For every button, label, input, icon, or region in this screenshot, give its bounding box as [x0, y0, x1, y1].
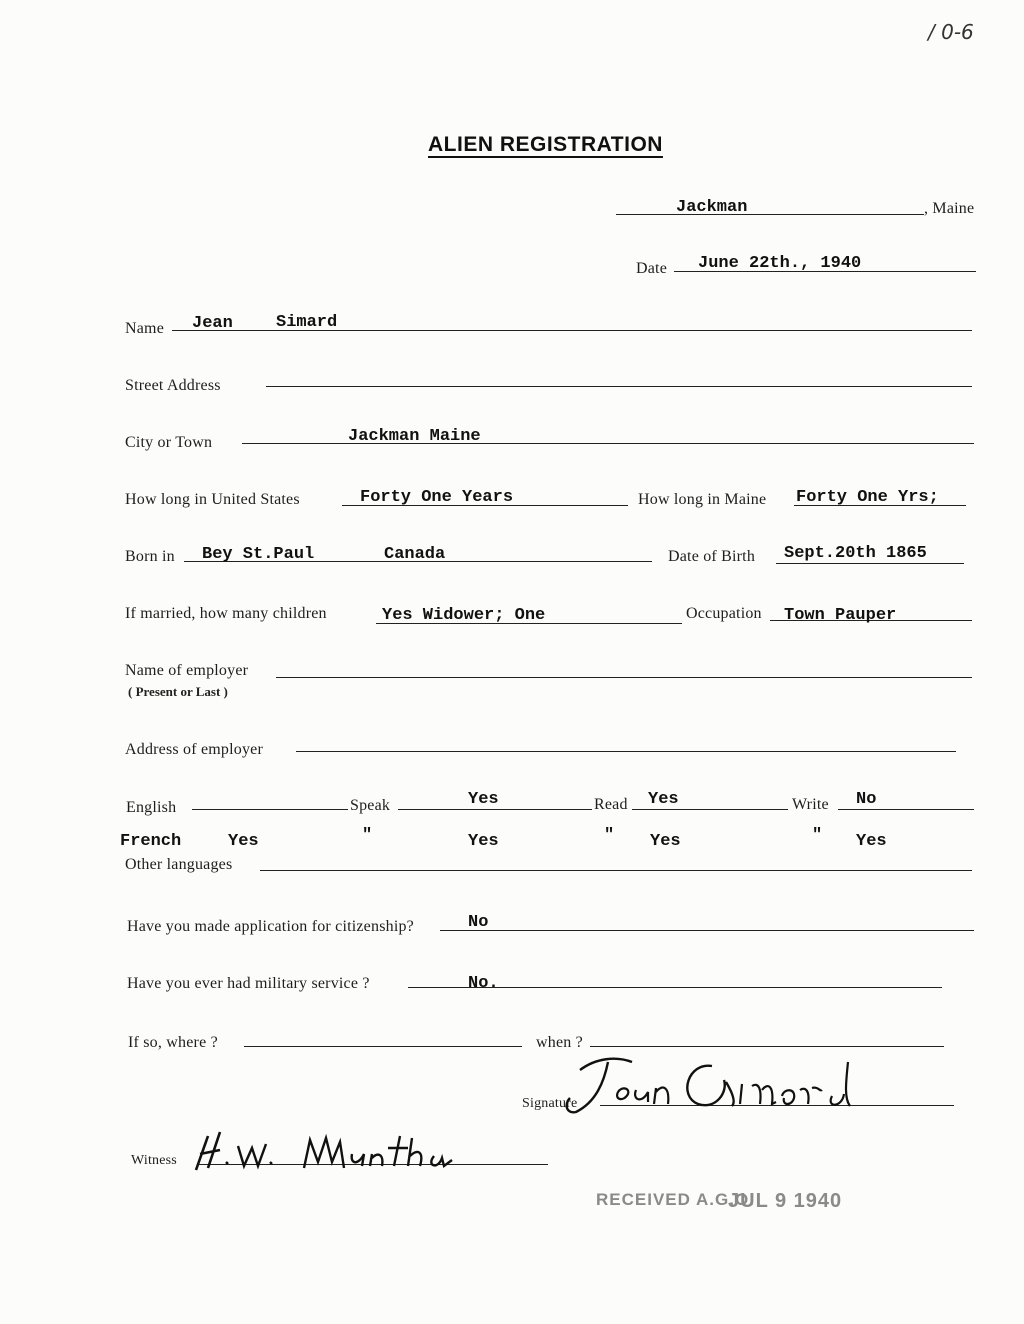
street-line: [266, 386, 972, 387]
birth-date-label: Date of Birth: [668, 548, 756, 565]
military-value: No.: [468, 974, 499, 993]
place-state: , Maine: [924, 200, 975, 217]
speak-label: Speak: [350, 797, 391, 814]
received-stamp: RECEIVED A.G.O.: [596, 1190, 755, 1209]
english-speak-value: Yes: [468, 790, 499, 809]
ditto-read: ": [604, 826, 615, 845]
ditto-write: ": [812, 826, 823, 845]
date-label: Date: [636, 260, 668, 277]
employer-address-line: [296, 751, 956, 752]
place-line: [616, 214, 924, 215]
other-languages-line: [260, 870, 972, 871]
military-label: Have you ever had military service ?: [127, 975, 370, 992]
read-line: [632, 809, 788, 810]
write-line: [838, 809, 974, 810]
french-label: French: [120, 832, 182, 851]
citizenship-label: Have you made application for citizenship?: [127, 918, 414, 935]
when-line: [590, 1046, 944, 1047]
us-duration-label: How long in United States: [125, 491, 300, 508]
witness-handwriting: [186, 1118, 506, 1178]
other-languages-label: Other languages: [125, 856, 233, 873]
english-write-value: No: [856, 790, 877, 809]
french-value: Yes: [228, 832, 259, 851]
born-place: Bey St.Paul: [202, 545, 315, 564]
where-line: [244, 1046, 522, 1047]
name-label: Name: [125, 320, 165, 337]
citizenship-value: No: [468, 913, 489, 932]
speak-line: [398, 809, 592, 810]
occupation-value: Town Pauper: [784, 606, 897, 625]
name-first: Jean: [192, 314, 233, 333]
ditto-speak: ": [362, 826, 373, 845]
occupation-label: Occupation: [686, 605, 762, 622]
employer-label: Name of employer: [125, 662, 249, 679]
citizenship-line: [440, 930, 974, 931]
employer-sublabel: ( Present or Last ): [128, 684, 228, 699]
city-value: Jackman Maine: [348, 427, 481, 446]
witness-label: Witness: [131, 1153, 177, 1168]
maine-duration-value: Forty One Yrs;: [796, 488, 939, 507]
where-label: If so, where ?: [128, 1034, 218, 1051]
write-label: Write: [792, 796, 829, 813]
birth-date-line: [776, 563, 964, 564]
pencil-note: / 0-6: [928, 20, 974, 44]
signature-handwriting: [556, 1052, 936, 1122]
received-date-stamp: JUL 9 1940: [728, 1190, 843, 1212]
english-read-value: Yes: [648, 790, 679, 809]
french-speak-value: Yes: [468, 832, 499, 851]
city-label: City or Town: [125, 434, 213, 451]
read-label: Read: [594, 796, 628, 813]
french-write-value: Yes: [856, 832, 887, 851]
name-last: Simard: [276, 313, 338, 332]
date-value: June 22th., 1940: [698, 254, 862, 273]
form-title: ALIEN REGISTRATION: [428, 133, 663, 156]
children-value: Yes Widower; One: [382, 606, 546, 625]
english-label: English: [126, 799, 177, 816]
employer-line: [276, 677, 972, 678]
born-country: Canada: [384, 545, 446, 564]
employer-address-label: Address of employer: [125, 741, 263, 758]
us-duration-value: Forty One Years: [360, 488, 514, 507]
when-label: when ?: [536, 1034, 583, 1051]
english-line: [192, 809, 348, 810]
street-label: Street Address: [125, 377, 221, 394]
birth-date-value: Sept.20th 1865: [784, 544, 927, 563]
children-label: If married, how many children: [125, 605, 327, 622]
maine-duration-label: How long in Maine: [638, 491, 767, 508]
signature-label: Signature: [522, 1096, 578, 1111]
place-value: Jackman: [676, 198, 748, 217]
french-read-value: Yes: [650, 832, 681, 851]
born-label: Born in: [125, 548, 175, 565]
